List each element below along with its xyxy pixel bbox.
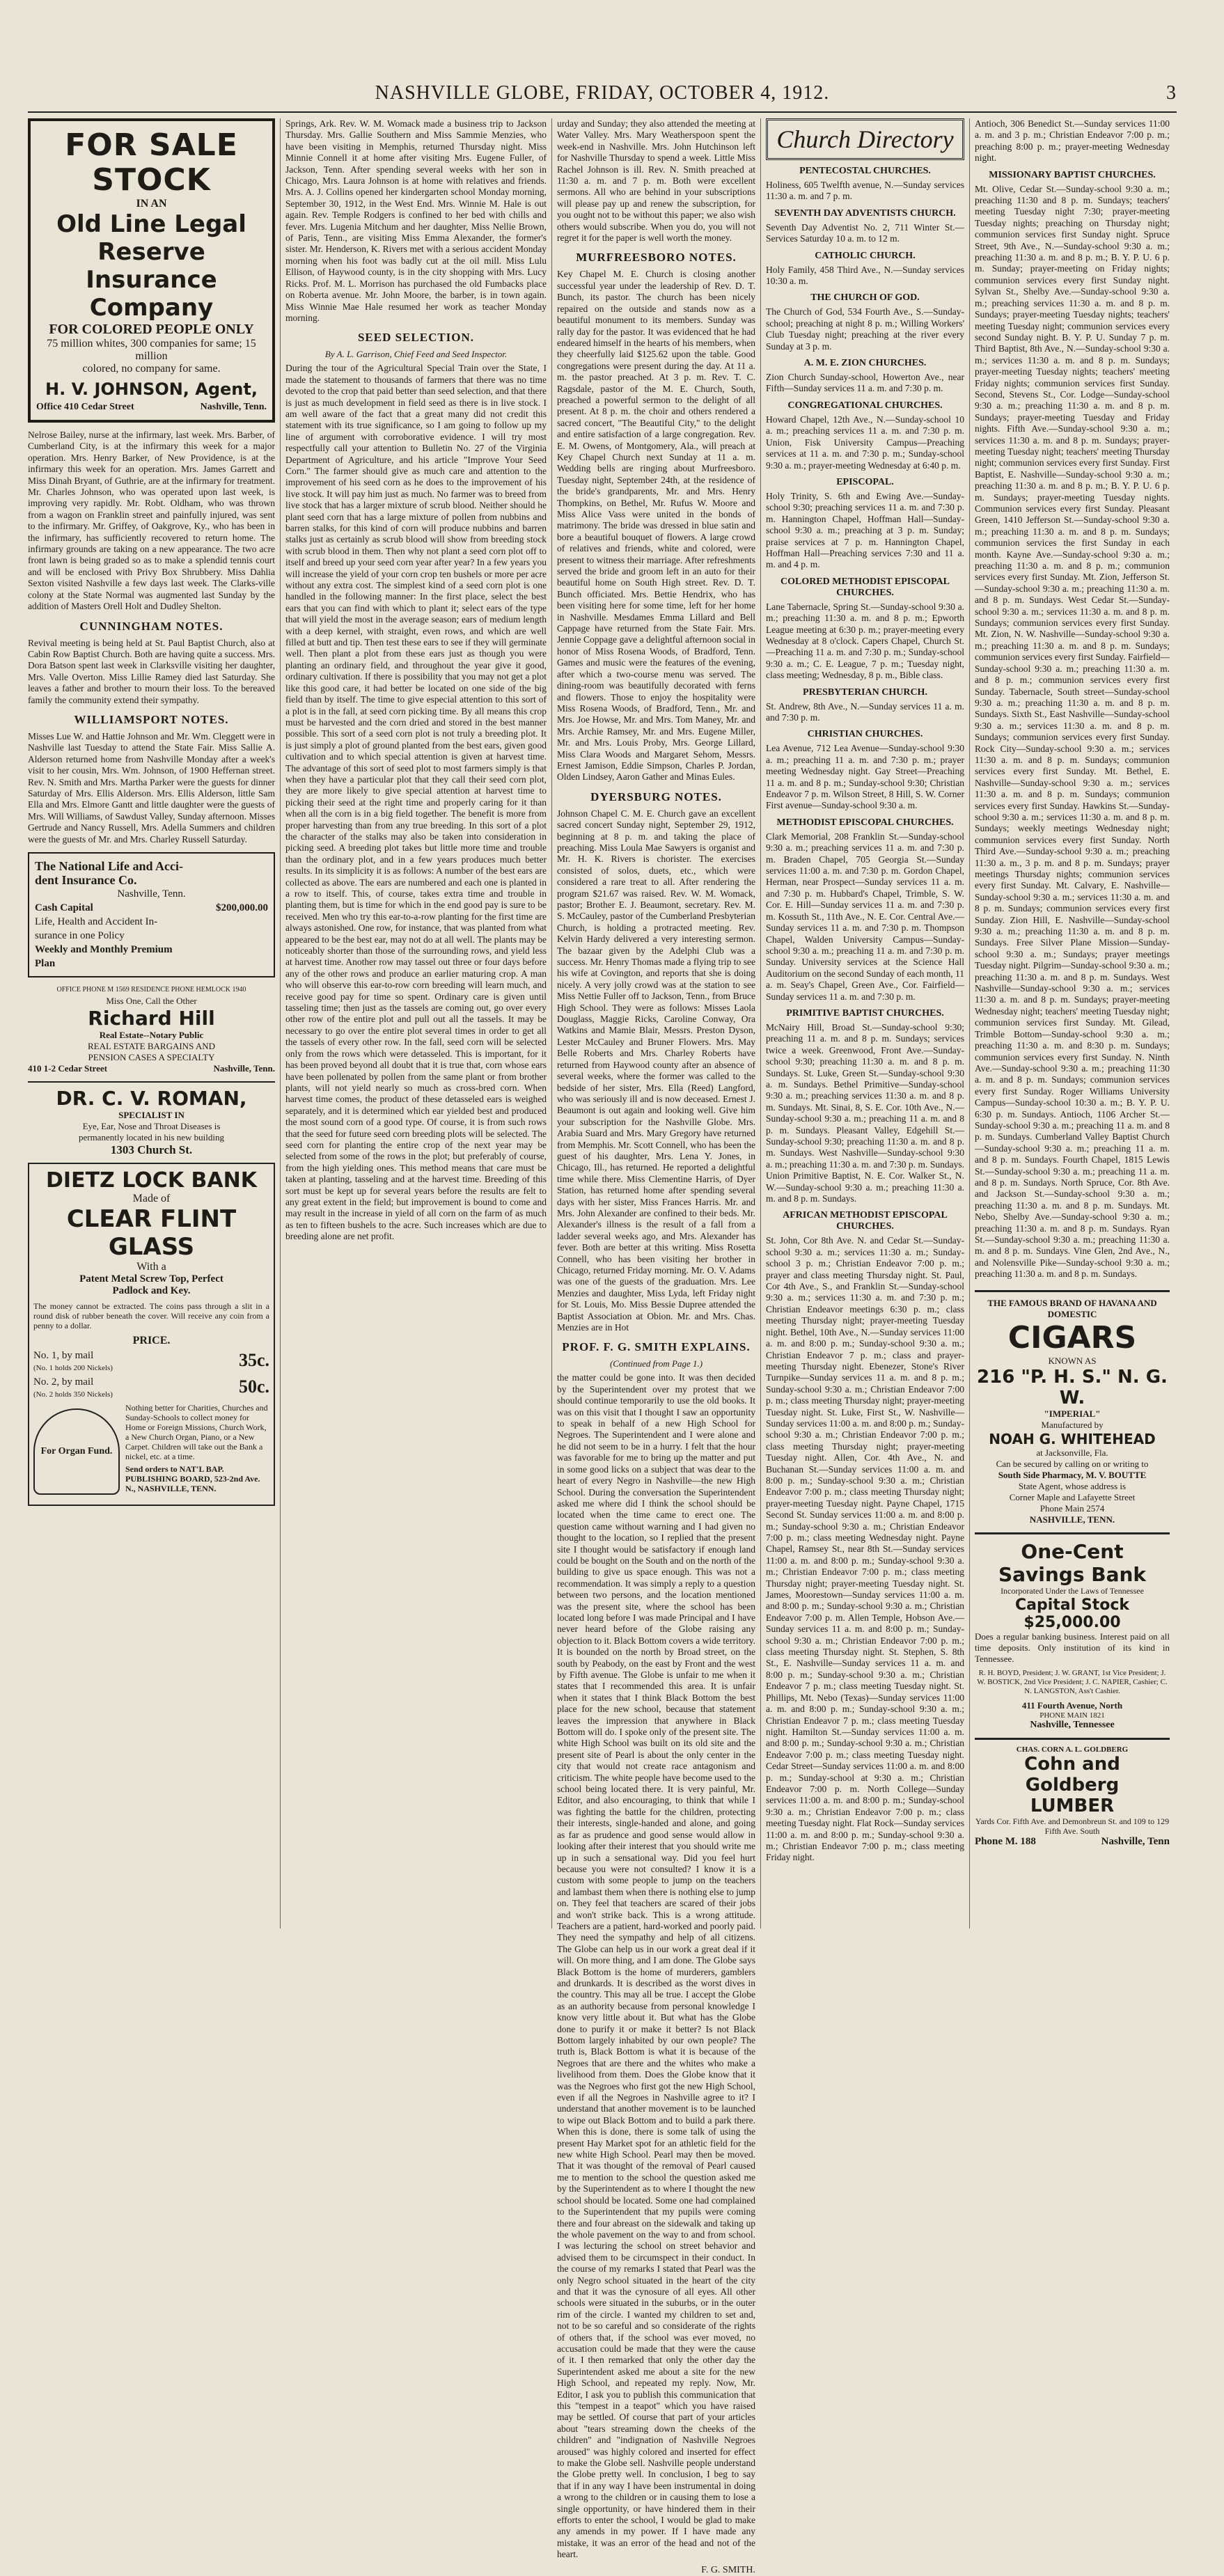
heading-primitive-baptist: PRIMITIVE BAPTIST CHURCHES. [786,1007,944,1019]
ad-line2: PENSION CASES A SPECIALTY [88,1052,215,1062]
listing: Antioch, 306 Benedict St.—Sunday services 11:00 a. m. and 3 p. m.; Christian Endeavor 7:00 p. m.; preaching 8:00 p. m.; prayer-meeting Wednesday night. [975,118,1170,164]
church-directory-heading: Church Directory [766,118,964,160]
ad-capital-row [35,901,268,915]
listing: St. Andrew, 8th Ave., N.—Sunday services 11 a. m. and 7:30 p. m. [766,700,964,723]
ad-line2: colored, no company for same. [82,363,221,375]
heading-episcopal: EPISCOPAL. [836,476,894,487]
ad-company-line1: Old Line Legal Reserve [56,210,246,266]
ad-send: Send orders to NAT'L BAP. PUBLISHING BOARD, 523-2nd Ave. N., NASHVILLE, TENN. [125,1464,260,1493]
ad-city: Nashville, Tenn. [213,1063,275,1074]
ad-address: 410 1-2 Cedar Street [28,1063,107,1074]
listing: Lea Avenue, 712 Lea Avenue—Sunday-school 9:30 a. m.; preaching 11 a. m. and 7:30 p. m.; prayer meeting Wednesday night. Gay Street—Preaching 11 a. m. and 8 p. m.; Sunday-school 9:30; Christian Endeavor 7 p. m. Wilson Street, 8 Hill, S. W. Corner First avenue—Sunday-school 9:30 a. m. [766,743,964,811]
ad-line3: Weekly and Monthly Premium [35,944,173,955]
listing: Holy Family, 458 Third Ave., N.—Sunday services 10:30 a. m. [766,264,964,287]
ad-side-text [125,1403,269,1493]
column-rule [280,118,281,1929]
section-heading-murfreesboro: MURFREESBORO NOTES. [576,251,737,265]
national-life-ad [28,852,275,977]
masthead-rule [28,111,1177,113]
ad-name: Richard Hill [88,1007,215,1030]
ad-in-an: IN AN [136,198,167,210]
ad-line4: Plan [35,958,56,969]
heading-presbyterian: PRESBYTERIAN CHURCH. [803,686,927,698]
ad-title: Real Estate--Notary Public [99,1030,204,1040]
heading-church-of-god: THE CHURCH OF GOD. [810,292,920,304]
bank-city: Nashville, Tennessee [1030,1719,1115,1730]
column-5 [975,118,1170,1848]
ad-address: 1303 Church St. [110,1143,193,1156]
ad-address-row [36,402,267,413]
ad-specialist: SPECIALIST IN [118,1110,185,1120]
heading-cme: COLORED METHODIST EPISCOPAL CHURCHES. [780,576,950,598]
ad-capital-value: $200,000.00 [216,902,268,913]
bank-phone: PHONE MAIN 1821 [1039,1711,1105,1720]
bank-capital: Capital Stock $25,000.00 [1015,1596,1129,1631]
ad-agent: State Agent, whose address is [1018,1480,1127,1491]
heading-seventh-day: SEVENTH DAY ADVENTISTS CHURCH. [774,207,956,219]
for-sale-stock-ad [28,118,275,423]
listing: McNairy Hill, Broad St.—Sunday-school 9:30; preaching 11 a. m. and 8 p. m. Sundays; services twice a week. Greenwood, Front Ave.—Sunday-school 9:30; preaching 11:30 a. m. and 8 p. m. Sundays. St. Luke, Green St.—Sunday-school 9:30 a. m. Sundays. Bethel Primitive—Sunday-school 9:30 a. m.; preaching services 11:30 a. m. and 8 p. m. Sundays. Mt. Sinai, 8, S. E. Cor. 10th Ave., N.—Sunday-school 9:30 a. m.; preaching 11 a. m. and 8 p. m. Sundays. Pleasant Valley, Edgehill St.—Sunday-school 9:30; preaching 11:30 a. m. and 8 p. m. Sundays. West Nashville—Sunday-school 9:30 a. m.; preaching 11:30 a. m. and 7:30 p. m. Sundays. Union Primitive Baptist, N. E. Cor. Walker St., N. W.—Sunday-school 9:30 a. m.; preaching 11:30 a. m. and 8 p. m. Sundays. [766,1021,964,1204]
section-heading-seed: SEED SELECTION. [357,331,475,345]
article-paragraph: During the tour of the Agricultural Special Train over the State, I made the statement to thousands of farmers that there was no time devoted to the crop that paid better than seed selection, and that there is just as much development in field seed as there is in live stock. I am well aware of the fact that a great many did not credit this statement with its true significance, so I am going to follow up my line of argument with corroborative evidence. I will try most respectfully call your attention to Bulletin No. 27 of the Virginia Department of Agriculture, and his article "Improve Your Seed Corn." The farmer should give as much care and attention to the improvement of his seed corn as he does to the improvement of his live stock. It will pay him just as much. No farmer was to breed from live stock that has a larger mixture of scrub blood. Neither should he plant seed corn that has a large mixture of pollen from nubbins and barren stalks, for this kind of corn will produce nubbins and barren stalks just as certainly as scrub blood will show from breeding stock with scrub blood in them. Then why not plant a seed corn plot off to itself and breed up your seed corn year after year? In a few years you will increase the yield of your corn crop ten bushels or more per acre without any extra cost. The simplest kind of a seed corn plot is one handled in the following manner: In the first place, select the best ears that you can find with which to plant it; select ears of the type that will yield the most in the average season; ears of medium length with a deep kernel, with straight, even rows, and which are well filled at butt and tip. Then test these ears to see if they will germinate well. Then plant a plot from these ears just as though you were planting an ordinary field, and throughout the year give it good, ordinary cultivation. If there is possibility that you may not get a plot like this good care, it had better be located on one side of the big field than by itself. The time to give especial attention to this sort of a plot is in the fall, at seed corn picking time. By all means this crop must be harvested and the corn dried and stored in the best manner possible. This sort of a seed corn plot is not truly a breeding plot. It is just simply a plot of ground planted from the best ears, given good cultivation and to which special attention is given at harvest time. The advantage of this sort of seed plot to most farmers simply is that when they have a particular plot that they call their seed corn plot, they are more likely to give special attention at harvest time to picking their seed at the right time and properly caring for it than when all the corn is in a big field together. The benefit is more from proper harvesting than from any true breeding. In this sort of a plot the character of the stalks may also be taken into consideration in picking seed. A breeding plot takes but little more time and trouble than the ordinary plot, and in a few years produces much better results. In its simplicity it is as follows: A number of the best ears are collected as above. The ears are numbered and each one is planted in a row to itself. This, of course, takes extra time and trouble in planting them, but is time for which in the end good pay is sure to be received. Men who try this ear-to-a-row planting for the first time are always astonished. One row, for instance, that was planted from what appeared to be the best ear, may not do at all well. The plants may be noticeably shorter than those of the surrounding rows, and yield less at harvest time. Another row may tassel out three or four days before any of the other rows and produce an earlier maturing crop. A man who will observe this ear-to-row corn breeding will learn much, and receive good pay for time so spent. Ordinary care is given until tasseling time; then just as the tassels are coming out, go over every other row of the entire plot and pull out all the tassels. It may be necessary to go over the entire plot several times in order to get all the tassels of every other row. In the fall, seed corn will be selected only from the rows which were detasseled. This is important, for it has been proved beyond all doubt that it is true that, corn whose ears have been pollenated by pollen from the same plant or from brother plants, will not yield nearly so much as cross-bred corn. When harvest time comes, the product of these detasseled ears is weighed separately, and it is determined which ear yielded best and produced the most sound corn of a good type. Of course, it is from such rows that the seed for future seed corn breeding plots will be selected. The seed corn for planting the entire crop of the next year may be selected from some of the rows in the plot; but preferably of course, from the high yielding ones. This method means that care must be taken at planting, tasseling and at the harvest time. Breeding of this sort must be kept up for several years before the results are felt to any great extent in the field; but improvement is bound to come and may result in the increase in yield of all corn on the farm of as much as ten to fifteen bushels to the acre. Such increases which are due to breeding alone are net profit. [285,363,547,1242]
dietz-lock-bank-ad [28,1163,275,1506]
bank-officers: R. H. BOYD, President; J. W. GRANT, 1st Vice President; J. W. BOSTICK, 2nd Vice President; J. C. NAPIER, Cashier; C. N. LANGSTON, Ass't Cashier. [977,1668,1168,1695]
ad-for: FOR COLORED PEOPLE ONLY [49,322,254,337]
glass-bank-icon [33,1408,120,1495]
price-item: No. 2, by mail [33,1376,94,1388]
ad-patent: Patent Metal Screw Top, Perfect [79,1273,223,1285]
ad-city: Nashville, Tenn. [117,888,186,900]
lumber-ad [975,1738,1170,1848]
ad-office: Office 410 Cedar Street [36,402,134,412]
price-note: (No. 1 holds 200 Nickels) [33,1364,113,1372]
one-cent-savings-bank-ad [975,1532,1170,1731]
lumber-lumber: LUMBER [1030,1795,1115,1816]
ad-title: DIETZ LOCK BANK [46,1168,257,1193]
column-rule [551,118,552,1929]
listing: Zion Church Sunday-school, Howerton Ave., near Fifth—Sunday services 11 a. m. and 7:30 p. m. [766,372,964,394]
ad-with: With a [136,1261,166,1273]
listing: Clark Memorial, 208 Franklin St.—Sunday-school 9:30 a. m.; preaching services 11 a. m. and 7:30 p. m. Braden Chapel, 705 Georgia St.—Sunday services 11:00 a. m. and 7:30 p. m. Gordon Chapel, Herman, near Prospect—Sunday services 11 a. m. and 7:30 p. m. Hubbard's Chapel, Trimble, S. W. Cor. E. Hill—Sunday services 11 a. m. and 7:30 p. m. Kossuth St., 11th Ave., N. E. Cor. Central Ave.—Sunday services 11 a. m. and 7:30 p. m. Thompson Chapel, Walden University Campus—Sunday-school 9:30 a. m.; preaching 11 a. m. and 7:30 p. m. Sunday. University services at the Science Hall Auditorium on the second Sunday of each month, 11 a. m. Seay's Chapel, Green Ave., Cor. Fairfield—Sunday services 11 a. m. and 7:30 p. m. [766,831,964,1002]
section-heading-smith: PROF. F. G. SMITH EXPLAINS. [562,1340,751,1354]
ad-line1: REAL ESTATE BARGAINS AND [87,1041,215,1051]
ad-price-label: PRICE. [132,1335,171,1346]
ad-line1: Can be secured by calling on or writing to [996,1458,1149,1469]
price-value: 50c. [238,1376,269,1397]
bank-incorporated: Incorporated Under the Laws of Tennessee [1001,1585,1144,1596]
heading-missionary-baptist: MISSIONARY BAPTIST CHURCHES. [989,169,1156,180]
price-note: (No. 2 holds 350 Nickels) [33,1390,113,1399]
section-heading-williamsport: WILLIAMSPORT NOTES. [74,712,229,726]
ad-glass: GLASS [108,1233,195,1261]
signature: F. G. SMITH. [701,2564,755,2575]
continued-note: (Continued from Page 1.) [609,1358,703,1369]
heading-christian: CHRISTIAN CHURCHES. [807,729,923,740]
ad-address-row [28,1063,275,1074]
ad-known: KNOWN AS [1048,1355,1097,1366]
article-paragraph: Johnson Chapel C. M. E. Church gave an excellent sacred concert Sunday night, September 29, 1912, beginning at 8 p. m. and taking the place of preaching. Miss Loula Mae Sawyers is organist and Mr. H. K. Rivers is chorister. The exercises consisted of solos, duets, etc., which were considered a rare treat to all. After rendering the program $21.67 was raised. Rev. W. M. Womack, pastor; Brother E. J. Beaumont, secretary. Rev. M. S. McCauley, pastor of the Cumberland Presbyterian Church, is holding a protracted meeting. Rev. Kelvin Hardy delivered a very interesting sermon. The bazaar given by the Adelphi Club was a success. Mr. Henry Thomas made a flying trip to see his wife at Covington, and reports that she is doing nicely. A very jolly crowd was at the station to see Miss Nettie Fuller off to Jackson, Tenn., from Bruce High School. They were as follows: Misses Laola Douglass, Maggie Ricks, Caroline Conway, Ora Watkins and Mamie Blair, Messrs. Preston Dyson, Lester McCauley and Bruner Flowers. Mrs. May Belle Roberts and Mrs. Charley Roberts have returned from Haywood county after an absence of several weeks, where the former was called to the bedside of her sister, Mrs. Ella (Reed) Langford, who was seriously ill and is now deceased. Ernest J. Beaumont is out again and looking well. Give him your subscription for the Nashville Globe. Mrs. Arabia Suard and Mrs. Mary Gregory have returned from Memphis. Mr. Scott Connell, who has been the guest of his daughter, Mrs. Lena Y. Jones, in Chicago, Ill., has returned. He reported a delightful time while there. Miss Clementine Harris, of Dyer Station, has returned home after spending several days with her sister, Miss Frances Harris. Mr. and Mrs. John Alexander are confined to their beds. Mr. Alexander's illness is the result of a fall from a ladder several weeks ago, and Mrs. Alexander has fever. Both are better at this writing. Miss Rosetta Connell, who has been visiting her brother in Chicago, returned Friday morning. Mr. O. V. Adams was one of the guests of the graduation. Mrs. Lee Menzies and daughter, Miss Lyda, left Friday night for St. Louis, Mo. Miss Bessie Dupree attended the Baptist Association at Obion. Mr. and Mrs. Chas. Menzies are in Hot [557,808,755,1333]
ad-pharmacy: South Side Pharmacy, M. V. BOUTTE [998,1469,1147,1480]
article-paragraph: the matter could be gone into. It was then decided by the Superintendent over my protest that we should continue temporarily to use the old books. It was on this visit that I thought I saw an opportunity to speak in behalf of a new High School for Negroes. The Superintendent and I were alone and he did not seem to be in a hurry. I felt that the hour was favorable for me to bring up the matter and put in some good licks on a subject that was dear to the heart of every Negro in Nashville—the new High School. During the conversation the Superintendent asked me where did I think the school should be located when the time came to erect one. The question came without warning and I had given no thought to the location, so I replied that the present site I thought would be satisfactory if enough land could be bought on the South and on the north of the building to give us space enough. This was not a recommendation. It was simply a reply to a question between two persons, and the location mentioned was the present site, where the school has been located long before I was made Principal and I have never heard before of the Globe raising any objection to it. Black Bottom covers a wide territory. It is bounded on the north by Broad street, on the south by Peabody, on the east by Front and the west by Fifth avenue. The Globe is unfair to me when it states that I recommended this area. It is unfair when it states that I think Black Bottom the best place for the new school, because that statement leaves the impression that anywhere in Black Bottom will do. I spoke only of the present site. The white High School was built on its old site and the present site of Pearl is about the only center in the city that would not create race antagonism and criticism. The white people have become used to the school being located there. It is very painful, Mr. Editor, and also encouraging, to think that while I was fighting the battle for the children, protecting their interests, single-handed and alone, and going as far as prudence and good sense would allow in looking after their interest that you should write me up in such a sensational way. Did you feel hurt because you were not consulted? I know it is a custom with some people to jump on the teachers and lambast them when there is nothing else to jump on. They feel that teachers are scared of their jobs and won't strike back. This is a wrong attitude. Teachers are a patient, hard-worked and poorly paid. They need the sympathy and help of all citizens. The Globe can help us in our work a great deal if it will. On more thing, and I am done. The Globe says Black Bottom is the home of murderers, gamblers and drunkards. It is described as the worst dives in the country. This may all be true. I accept the Globe as an authority because from personal knowledge I know very little about it. But what has the Globe done to purify it or make it better? Is not Black Bottom largely inhabited by our own people? The truth is, Black Bottom is what it is because of the Negroes that are there and the whites who make a livelihood from them. Does the Globe know that it was the Negroes who first got the new High School, even if all the Negroes in Nashville agree to it? I understand that another movement is to be launched to wipe out Black Bottom and to build a park there. When this is done, there is some talk of using the present Hay Market spot for an athletic field for the new white High School. Pearl may then be moved. That it was thought of the removal of Pearl caused me to mention to the school the question asked me by the Superintendent as to where I thought the new school should be located. Some one had complained to the Superintendent that my pupils were coming there and four abreast on the sidewalk and taking up the whole pavement on the way to and from school. I was lecturing the school on street behavior and advised them to be circumspect in their conduct. In the course of my remarks I stated that Pearl was the only Negro school situated in the heart of the city and that it was the cynosure of all eyes. All other schools were situated in the suburbs, or in the outer rim of the circle. I wanted my children to set and, not to be so careful and so considerate of the rights of others that, if the school was ever moved, no accusation could be made that they were the cause of it. I then remarked that only the other day the Superintendent asked me about a site for the new High School, and repeated my reply. Now, Mr. Editor, I ask you to publish this communication that this "tempest in a teapot" which you have raised may be settled. Of course that part of your articles about "tears streaming down the cheeks of the children" and "indignation of Nashville Negroes aroused" was highly colored and inserted for effect to make the Globe sell. Nashville people understand the Globe pretty well. In conclusion, I beg to say that if in any way I have been instrumental in doing a wrong to the children or in causing them to lose a single opportunity, or have hindered them in their efforts to enter the school, I would be glad to make any amends in my power. If I have made any mistake, it was an error of the head and not of the heart. [557,1372,755,2560]
section-heading-cunningham: CUNNINGHAM NOTES. [79,619,223,633]
listing: Lane Tabernacle, Spring St.—Sunday-school 9:30 a. m.; preaching 11:30 a. m. and 8 p. m.; Epworth League meeting at 6:30 p. m.; prayer-meeting every Wednesday at 8 o'clock. Capers Chapel, Church St.—Preaching 11 a. m. and 7:30 p. m.; Sunday-school 9:30 a. m.; C. E. League, 7 p. m.; Tuesday night, class meeting; Wednesday, 8 p. m., Bible class. [766,601,964,681]
listing: St. John, Cor 8th Ave. N. and Cedar St.—Sunday-school 9:30 a. m.; services 11:30 a. m.; Sunday-school 3 p. m.; Christian Endeavor 7:00 p. m.; prayer and class meeting Thursday night. St. Paul, Cor 4th Ave., S., and Franklin St.—Sunday-school 9:30 a. m.; services 11:30 a. m. and 7:30 p. m.; Christian Endeavor meetings 6:30 p. m.; class meeting Thursday night; prayer-meeting Tuesday night. Bethel, 10th Ave., N.—Sunday services 11:00 a. m. and 8:00 p. m.; Sunday-school 9:30 a. m.; Christian Endeavor 7 p. m.; class and prayer-meeting Thursday night. Ebenezer, Stone's River Turnpike—Sunday services 11 a. m. and 8 p. m.; Sunday-school 9:30 a. m.; Christian Endeavor 7:00 p. m.; class meeting Thursday night; prayer-meeting Tuesday night. St. Luke, First St., W. Nashville—Sunday services 11:00 a. m. and 8:00 p. m.; Sunday-school 9:30 a. m.; Christian Endeavor 7:00 p. m.; class meeting Thursday night; prayer-meeting Tuesday night. Allen, Cor. 4th Ave., N. and Buchanan St.—Sunday services 11:00 a. m. and 8:00 p. m.; Sunday-school 9:30 a. m.; Christian Endeavor 7:00 p. m.; class meeting Thursday night; prayer-meeting Tuesday night. Payne Chapel, 1715 Second St. Sunday services 11:00 a. m. and 8:00 p. m.; Sunday-school 9:30 a. m.; Christian Endeavor 7:00 p. m.; class meeting Wednesday night. Payne Chapel, Ramsey St., near 8th St.—Sunday services 11:00 a. m. and 8:00 p. m.; Sunday-school 9:30 a. m.; Christian Endeavor 7:00 p. m.; class meeting Thursday night; prayer-meeting Tuesday night. St. James, Moorestown—Sunday services 11:00 a. m. and 8:00 p. m.; Sunday-school 9:30 a. m.; Christian Endeavor 7:00 p. m. Allen Temple, Hobson Ave.—Sunday services 11 a. m. and 8:00 p. m.; Sunday-school 9:30 a. m.; Christian Endeavor 7:00 p. m.; class meeting Thursday night. St. Stephen, S. 8th St., E. Nashville—Sunday services 11 a. m. and 8:00 p. m.; Sunday-school 9:30 a. m.; Christian Endeavor 7 p. m.; class meeting Tuesday night. St. Phillips, Mt. Nebo (Texas)—Sunday services 11:00 a. m. and 8:00 p. m.; Sunday-school 9:30 a. m.; Christian Endeavor 7 p. m.; class meeting Tuesday night. Hamilton St.—Sunday services 11:00 a. m. and 8:00 p. m.; Sunday-school 9:30 a. m.; Christian Endeavor 7:00 p. m.; class meeting Tuesday night. Cedar Street—Sunday services 11:00 a. m. and 8:00 p. m.; Sunday-school at 9:30 a. m.; Christian Endeavor 7:00 p. m. North College—Sunday services 11:00 a. m. and 8:00 p. m.; Sunday-school 9:30 a. m.; Christian Endeavor 7:00 p. m.; class meeting Tuesday night. Flat Rock—Sunday services 11:00 a. m. and 8:00 p. m.; Sunday-school 9:30 a. m.; Christian Endeavor 7:00 p. m.; class meeting Friday night. [766,1235,964,1863]
listing: Holy Trinity, S. 6th and Ewing Ave.—Sunday-school 9:30; preaching services 11 a. m. and 7:30 p. m. Hannington Chapel, Hoffman Hall—Sunday-school 9:30 a. m.; preaching at 3 p. m. Sunday; praise services at 7 p. m. Hannington Chapel, Hoffman Hall—Preaching services 7:30 and 11 a. m. and 4 p. m. [766,490,964,570]
ad-town: NASHVILLE, TENN. [1029,1514,1115,1525]
listing: Howard Chapel, 12th Ave., N.—Sunday-school 10 a. m.; preaching services 11 a. m. and 7:30 p. m. Union, Fisk University Campus—Preaching services at 11 a. m. and 7:30 p. m.; Sunday-school 9:30 a. m.; prayer-meeting Wednesday at 6:40 p. m. [766,414,964,471]
heading-amez: A. M. E. ZION CHURCHES. [803,358,927,369]
dr-roman-ad [28,1081,275,1157]
ad-company-line2: Insurance Company [86,266,217,322]
article-paragraph: Springs, Ark. Rev. W. M. Womack made a business trip to Jackson Thursday. Mrs. Gallie Southern and Miss Sammie Menzies, who have been visiting in Memphis, returned Thursday night. Miss Minnie Connell it at home after visiting Mrs. Eugene Fuller, of Jackson, Tenn. After spending several weeks with her son in Chicago, Mrs. Laura Johnson is at home with relatives and friends. Mrs. A. J. Collins opened her kindergarten school Monday morning, September 30, 1912, in the West End. Mrs. Winnie M. Hale is out again. Rev. Temple Rodgers is confined to her bed with chills and fever. Mrs. Lugenia Mitchum and her daughter, Miss Nellie Brown, of Paris, Tenn., are visiting Miss Emma Alexander, the former's sister. Mr. Henderson, K. Rivers met with a serious accident Monday morning when his foot was badly cut at the oil mill. Miss Lulu Ellison, of Haywood county, is in the city shopping with Mrs. Lucy Ricks. Prof. M. L. Morrison has purchased the old Fumbacks place on Roberta avenue. Mr. John Moore, the barber, is in town again. Miss Winnie Mae Hale resumed her work as teacher Monday morning. [285,118,547,323]
column-2 [285,118,547,1247]
bank-description: Does a regular banking business. Interest paid on all time deposits. Only institution of its kind in Tennessee. [975,1631,1170,1664]
column-1 [28,118,275,1506]
cigars-ad [975,1290,1170,1525]
heading-catholic: CATHOLIC CHURCH. [815,250,916,261]
ad-capital-label: Cash Capital [35,902,93,913]
lumber-phone: Phone M. 188 [975,1835,1036,1847]
heading-ame: AFRICAN METHODIST EPISCOPAL CHURCHES. [783,1210,948,1232]
ad-maker: NOAH G. WHITEHEAD [989,1430,1156,1447]
ad-agent: H. V. JOHNSON, Agent, [45,379,258,399]
masthead-title: NASHVILLE GLOBE, FRIDAY, OCTOBER 4, 1912. [375,82,830,104]
listing: Seventh Day Adventist No. 2, 711 Winter St.—Services Saturday 10 a. m. to 12 m. [766,221,964,244]
lumber-yards: Yards Cor. Fifth Ave. and Demonbreun St. and 109 to 129 Fifth Ave. South [975,1816,1170,1836]
ad-cigar-name: 216 "P. H. S." N. G. W. [977,1366,1168,1408]
bank-address: 411 Fourth Avenue, North [1021,1699,1123,1711]
ad-line1: Eye, Ear, Nose and Throat Diseases is [82,1121,221,1131]
ad-title: FOR SALE STOCK [65,127,238,198]
section-heading-dyersburg: DYERSBURG NOTES. [590,790,722,803]
ad-address: Corner Maple and Lafayette Street [1009,1491,1136,1502]
jar-label: For Organ Fund. [40,1446,113,1456]
richard-hill-ad [28,984,275,1074]
page-number: 3 [1166,82,1177,104]
article-paragraph: Misses Lue W. and Hattie Johnson and Mr. Wm. Cleggett were in Nashville last Tuesday to attend the State Fair. Miss Sallie A. Alderson returned home from Nashville Monday after a week's visit to her cousin, Mrs. Wm. Johnson, of 1900 Heffernan street. Rev. N. Smith and Mrs. Martha Parker were the guests for dinner Saturday of Mrs. Ellis Alderson. Mrs. Ellis Alderson, little Sam Ella and Mrs. Elmore Gantt and little daughter were the guests of Mrs. Will Williams, of Sawdust Valley, Sunday afternoon. Misses Gertrude and Nancy Russell, Mrs. Adella Summers and children were the guests of Mr. and Mrs. Charley Russell Saturday. [28,730,275,845]
ad-description: The money cannot be extracted. The coins pass through a slit in a round disk of rubber beneath the cover. Will receive any coin from a penny to a dollar. [33,1301,269,1330]
heading-congregational: CONGREGATIONAL CHURCHES. [787,400,943,411]
masthead [28,82,1177,110]
ad-clear: CLEAR FLINT [66,1205,237,1233]
ad-line2: surance in one Policy [35,930,125,941]
ad-title: CIGARS [1007,1319,1137,1356]
ad-name2: dent Insurance Co. [35,873,137,887]
byline: By A. L. Garrison, Chief Feed and Seed Inspector. [324,349,508,360]
heading-methodist: METHODIST EPISCOPAL CHURCHES. [776,817,954,828]
listing: Holiness, 605 Twelfth avenue, N.—Sunday services 11:30 a. m. and 7 p. m. [766,180,964,202]
ad-line1: 75 million whites, 300 companies for same; 15 million [47,338,256,362]
ad-name1: The National Life and Acci- [35,859,184,873]
ad-imperial: "IMPERIAL" [1044,1408,1101,1419]
ad-city: Nashville, Tenn. [200,402,267,412]
ad-by: Manufactured by [1041,1419,1104,1430]
bank-title: One-Cent Savings Bank [998,1539,1147,1586]
ad-line1: Life, Health and Accident In- [35,916,158,927]
listing: The Church of God, 534 Fourth Ave., S.—Sunday-school; preaching at night 8 p. m.; Willing Workers' Club Tuesday night; preaching at the river every Sunday at 3 p. m. [766,306,964,352]
article-paragraph: Revival meeting is being held at St. Paul Baptist Church, also at Cabin Row Baptist Church. Both are having quite a success. Mrs. Dora Batson spent last week in Clarksville visiting her daughter, Mrs. Valle Overton. Miss Lillie Ramey died last Saturday. She leaves a father and brother to mourn their loss. To the bereaved family the community extend their sympathy. [28,637,275,705]
lumber-city: Nashville, Tenn [1101,1835,1170,1847]
column-rule [969,118,970,1929]
price-value: 35c. [238,1350,269,1370]
lumber-names: CHAS. CORN A. L. GOLDBERG [1016,1745,1129,1754]
ad-tagline: Miss One, Call the Other [106,996,197,1006]
article-paragraph: urday and Sunday; they also attended the meeting at Water Valley. Mrs. Mary Weatherspoon spent the week-end in Nashville. Mrs. John Hutchinson left for Nashville Thursday to spend a week. Little Miss Rachel Johnson is ill. Rev. N. Smith preached at 11:30 a. m. and 7 p. m. Both were excellent sermons. All who are behind in your subscriptions will please pay up and renew the subscription, for you ought not to be without this paper; we also wish others would subscribe. When you do, you will not regret it for the paper is well worth the money. [557,118,755,244]
column-rule [760,118,761,1929]
price-row-1 [33,1350,269,1374]
listing: Mt. Olive, Cedar St.—Sunday-school 9:30 a. m.; preaching 11:30 and 8 p. m. Sundays; teachers' meeting Tuesday night 7:30; prayer-meeting Tuesday nights; preaching on Thursday night; communion services first Sunday night. Spruce Street, 9th Ave., N.—Sunday-school 9:30 a. m.; preaching 11:30 a. m. and 8 p. m.; B. Y. P. U. 6 p. m. Sunday; prayer-meeting on Friday nights; communion services every first Sunday night. Sylvan St., Shelby Ave.—Sunday-school 9:30 a. m.; preaching services 11:30 a. m. and 8 p. m. Sundays; prayer-meeting Tuesday nights; teachers' meeting Tuesday night; communion services every second Sunday night. B. Y. P. U. Sunday 7 p. m. Third Baptist, 8th Ave., N.—Sunday-school 9:30 a. m.; services 11:30 a. m. and 8 p. m. Sundays; prayer-meeting Tuesday nights; teachers' meeting Friday nights; communion services first Sunday. Second, Stevens St., Cor. Lodge—Sunday-school 9:30 a. m.; preaching 11:30 a. m. and 8 p. m. Sundays; prayer-meeting Tuesday and Friday nights. Fifth Ave.—Sunday-school 9:30 a. m.; services 11:30 a. m. and 8 p. m. Sundays; prayer-meeting Tuesday night; teachers' meeting Thursday night; communion services every first Sunday. First Baptist, E. Nashville—Sunday-school 9:30 a. m.; preaching 11:30 a. m. and 8 p. m.; B. Y. P. U. 6 p. m. Sundays; prayer-meeting Tuesday nights. Communion services every first Sunday. Pleasant Green, 1410 Jefferson St.—Sunday-school 9:30 a. m.; preaching 11:30 a. m. and 8 p. m. Sundays; communion services the first Sunday in each month. Kayne Ave.—Sunday-school 9:30 a. m.; preaching 11:30 a. m. and 8 p. m.; communion services every first Sunday. Mt. Zion, Jefferson St.—Sunday-school 9:30 a. m.; preaching 11:30 a. m. and 8 p. m. Sundays. West Cedar St.—Sunday-school 9:30 a. m.; services 11:30 a. m. and 8 p. m. Sundays; communion services every first Sunday. Mt. Zion, N. W. Nashville—Sunday-school 9:30 a. m.; preaching 11:30 a. m. and 8 p. m. Sundays; communion services every first Sunday. Fairfield—Sunday-school 9:30 a. m.; preaching 11:30 a. m. and 8 p. m.; communion services every first Sunday. Tabernacle, South street—Sunday-school 9:30 a. m.; preaching 11:30 a. m. and 8 p. m. Sundays. Sixth St., East Nashville—Sunday-school 9:30 a. m.; services 11:30 a. m. and 8 p. m. Sundays; communion services every first Sunday. Rock City—Sunday-school 9:30 a. m.; services 11:30 a. m. and 8 p. m. Sundays; communion services every first Sunday. Mt. Bethel, E. Nashville—Sunday-school 9:30 a. m.; services 11:30 a. m. and 8 p. m. Sundays; communion services every first Sunday. Hawkins St.—Sunday-school 9:30 a. m.; services 11:30 a. m. and 8 p. m. Sundays; weekly meetings Wednesday night; communion services every first Sunday. North Third Ave.—Sunday-school 9:30 a. m.; preaching 11:30 a. m., 3 p. m. and 8 p. m. Sundays; prayer meetings Thursday nights; communion services every first Sunday. Mt. Calvary, E. Nashville—Sunday-school 9:30 a. m.; services 11:30 a. m. and 8 p. m. Sundays; communion services every first Sunday. Zion Hill, E. Nashville—Sunday-school 9:30 a. m.; preaching 11:30 a. m. and 8 p. m. Sundays. Free Silver Plane Mission—Sunday-school 9:30 a. m.; Sundays; prayer meetings Tuesday night. Pilgrim—Sunday-school 9:30 a. m.; preaching 11:30 a. m. and 8 p. m. Sundays. West Nashville—Sunday-school 9:30 a. m.; services 11:30 a. m. and 8 p. m. Sundays; prayer-meeting Wednesday night; teachers' meeting Tuesday night; communion services first Sunday. Mt. Gilead, Trimble Bottom—Sunday-school 9:30 a. m.; preaching 11:30 a. m. and 8:30 p. m. Sundays; communion services every first Sunday. N. Ninth Ave.—Sunday-school 9:30 a. m.; preaching 11:30 a. m. and 8 p. m. Sundays; communion services every first Sunday. Roger Williams University Campus—Sunday-school 10:30 a. m.; B. Y. P. U. 6:30 p. m. Sundays. Antioch, 1106 Archer St.—Sunday-school 9:30 a. m.; preaching 11 a. m. and 8 p. m. Sundays. Cumberland Valley Baptist Church—Sunday-school 9:30 a. m.; preaching 11 a. m. and 8 p. m. Sundays. Fourth Chapel, 1815 Lewis St.—Sunday-school 9:30 a. m.; preaching 11 a. m. and 8 p. m. Sundays. North Spruce, Cor. 8th Ave. and Jackson St.—Sunday-school 9:30 a. m.; preaching 11:30 a. m. and 8 p. m. Sundays. Mt. Nebo, Shelby Ave.—Sunday-school 9:30 a. m.; preaching 11:30 a. m. and 8 p. m. Sundays. Ryan St.—Sunday-school 9:30 a. m.; preaching 11:30 a. m. and 8 p. m. Sundays. Vine Glen, 2nd Ave., N., and Nolensville Pike—Sunday-school 9:30 a. m.; preaching 11:30 a. m. and 8 p. m. Sundays. [975,183,1170,1280]
column-3 [557,118,755,2576]
heading-pentecostal: PENTECOSTAL CHURCHES. [799,166,931,176]
ad-lower [33,1403,269,1500]
ad-made: Made of [132,1193,171,1204]
price-row-2 [33,1376,269,1400]
ad-side: Nothing better for Charities, Churches and Sunday-Schools to collect money for Home or Foreign Missions, Church Work, a New Church Organ, Piano, or a New Carpet. Children will take out the Bank a nickel, etc. at a time. [125,1403,268,1461]
article-paragraph: Nelrose Bailey, nurse at the infirmary, last week. Mrs. Barber, of Cumberland City, is at the infirmary this week for a major operation. Mrs. Henry Barker, of New Providence, is at the infirmary this week for an operation. Mrs. James Garrett and Miss Dinah Bryant, of Guthrie, are at the infirmary for treatment. Mr. Charles Johnson, who was operated upon last week, is improving very rapidly. Mr. Robt. Oldham, who was thrown from a wagon on Franklin street and painfully injured, was sent to the infirmary. Mr. Griffey, of Oakgrove, Ky., who has been in the infirmary, has sufficiently recovered to return home. The infirmary grounds are taking on a new appearance. The two acre front lawn is being graded so as to make a splendid tennis court and will be enclosed with Privy Box Shrubbery. Miss Dahlia Sexton visited Nashville a few days last week. The Clarks-ville colony at the State Normal was augmented last Sunday by the addition of Masters Orell Holt and Dudley Shelton. [28,430,275,612]
ad-brand: THE FAMOUS BRAND OF HAVANA AND DOMESTIC [987,1297,1157,1319]
ad-line2: permanently located in his new building [78,1132,225,1142]
lumber-row [975,1836,1170,1848]
ad-padlock: Padlock and Key. [112,1285,191,1296]
ad-phones: OFFICE PHONE M 1569 RESIDENCE PHONE HEMLOCK 1940 [56,986,246,994]
lumber-title: Cohn and Goldberg [1024,1753,1120,1796]
ad-phone: Phone Main 2574 [1039,1502,1105,1514]
ad-city: at Jacksonville, Fla. [1036,1447,1108,1458]
price-item: No. 1, by mail [33,1350,94,1361]
article-paragraph: Key Chapel M. E. Church is closing another successful year under the leadership of Rev. D. T. Bunch, its pastor. The church has been nicely repaired on the outside and stands now as a beautiful monument to its members. Sunday was rally day for the pastor. It was evidenced that he had endeared himself in the hearts of his members, when they cheerfully laid $125.62 upon the table. Good congregations were present during the day. At 11 a. m. the pastor preached. At 3 p. m. Rev. T. C. Ragsdale, pastor of the M. E. Church, South, preached a powerful sermon to the delight of all present. At 8 p. m. the choir and others rendered a sacred concert, "The Beautiful City," to the delight and entire satisfaction of a large congregation. Rev. E. M. Owens, of Montgomery, Ala., will preach at Key Chapel Church next Sunday at 11 a. m. Wedding bells are ringing about Murfreesboro. Tuesday night, September 24th, at the residence of the bride's grandparents, Mr. and Mrs. Henry Thompkins, on Bethel, Mr. Rufus W. Moore and Miss Alice Vass were united in the bonds of matrimony. The bride was dressed in blue satin and bore a beautiful bouquet of flowers. A large crowd of relatives and friends, white and colored, were present to witness their marriage. After refreshments served the bride and groom left in an auto for their beautiful home on South High street. Rev. D. T. Bunch officiated. Mrs. Bettie Hendrix, who has been visiting here for some time, left for her home in Nashville. Mesdames Emma Lillard and Bell Cappage have returned from the State Fair. Mrs. Jennie Coppage gave a delightful afternoon social in honor of Miss Rosena Woods, of Bradford, Tenn. Games and music were the features of the evening, after which a two-course menu was served. The dining-room was beautifully decorated with ferns and flowers. Those to enjoy the hospitality were Miss Rosena Woods, of Bradford, Tenn., Mr. and Mrs. Joe Howse, Mr. and Mrs. Tom Maney, Mr. and Mrs. Archie Ramsey, Mr. and Mrs. Eugene Miller, Mr. and Mrs. Louis Proby, Mrs. George Lillard, Miss Clara Woods and Margaret Sehom, Messrs. Ernest Jamison, Eddie Simpson, Charles P. Jordan, Olden Lindsey, Aaron Gather and Minas Eules. [557,269,755,783]
ad-name: DR. C. V. ROMAN, [56,1087,247,1110]
column-4 [766,118,964,1868]
